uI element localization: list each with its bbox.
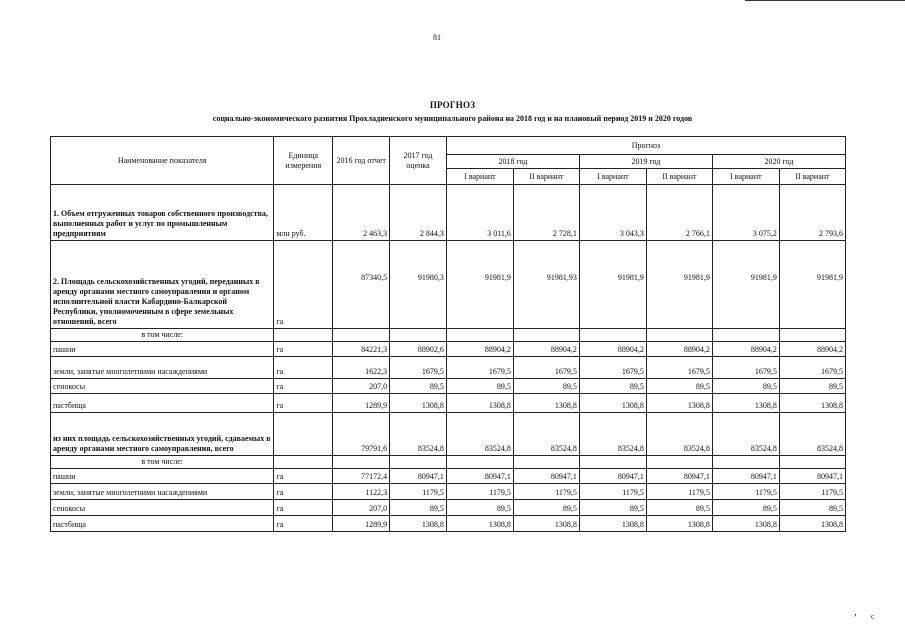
value-cell: 1122,3 (333, 484, 390, 500)
value-cell: 2 728,1 (513, 185, 579, 241)
value-cell: 89,5 (712, 379, 779, 394)
row-label: 2. Площадь сельскохозяйственных угодий, переданных в аренду органами местного самоуправления и органом исполнительной власти Кабардино-Балкарской Республики, уполномоченным в сфере земельных отношений, всего (51, 241, 274, 329)
value-cell: 1679,5 (779, 357, 845, 379)
value-cell: 1289,9 (333, 394, 390, 413)
value-cell: 80947,1 (513, 469, 579, 484)
value-cell (779, 329, 845, 342)
header-unit: Единица измерения (274, 137, 333, 185)
value-cell: 1179,5 (712, 484, 779, 500)
value-cell: 80947,1 (712, 469, 779, 484)
row-unit: га (274, 394, 333, 413)
row-unit: га (274, 357, 333, 379)
value-cell (579, 329, 646, 342)
value-cell: 89,5 (579, 379, 646, 394)
header-2018-v2: II вариант (513, 169, 579, 185)
value-cell: 207,0 (333, 379, 390, 394)
row-label: сенокосы (51, 379, 274, 394)
value-cell: 89,5 (779, 379, 845, 394)
scan-mark: ᶜ (871, 611, 875, 625)
header-2018-v1: I вариант (446, 169, 513, 185)
table-body (51, 185, 846, 532)
document-title: ПРОГНОЗ (429, 100, 476, 110)
header-2018: 2018 год (446, 155, 579, 169)
header-2020: 2020 год (712, 155, 845, 169)
value-cell (333, 329, 390, 342)
value-cell: 1179,5 (779, 484, 845, 500)
value-cell: 91981,93 (513, 241, 579, 329)
value-cell: 1679,5 (712, 357, 779, 379)
header-forecast: Прогноз (446, 137, 845, 155)
value-cell: 1179,5 (390, 484, 447, 500)
table-row (51, 500, 846, 516)
value-cell (333, 456, 390, 469)
row-unit: га (274, 241, 333, 329)
value-cell: 1308,8 (646, 516, 712, 532)
value-cell (779, 456, 845, 469)
value-cell (646, 456, 712, 469)
row-unit: га (274, 500, 333, 516)
row-label: в том числе: (51, 329, 274, 342)
value-cell: 1308,8 (446, 516, 513, 532)
value-cell: 1679,5 (513, 357, 579, 379)
value-cell: 89,5 (779, 500, 845, 516)
value-cell (513, 456, 579, 469)
value-cell: 89,5 (646, 500, 712, 516)
value-cell: 1179,5 (446, 484, 513, 500)
value-cell: 89,5 (390, 379, 447, 394)
value-cell: 1308,8 (712, 394, 779, 413)
value-cell: 80947,1 (579, 469, 646, 484)
row-unit: га (274, 379, 333, 394)
value-cell: 83524,8 (390, 413, 447, 456)
scan-mark: ʼ (853, 613, 857, 624)
value-cell: 2 844,3 (390, 185, 447, 241)
value-cell: 1308,8 (712, 516, 779, 532)
value-cell: 1289,9 (333, 516, 390, 532)
row-label: в том числе: (51, 456, 274, 469)
row-label: пастбища (51, 516, 274, 532)
forecast-table (50, 136, 846, 532)
value-cell: 1308,8 (579, 394, 646, 413)
value-cell: 1308,8 (646, 394, 712, 413)
value-cell: 91981,9 (446, 241, 513, 329)
value-cell: 88904,2 (779, 342, 845, 357)
table-row (51, 456, 846, 469)
value-cell: 2 766,1 (646, 185, 712, 241)
value-cell: 83524,8 (446, 413, 513, 456)
value-cell: 1679,5 (579, 357, 646, 379)
row-label: из них площадь сельскохозяйственных угодий, сдаваемых в аренду органами местного самоуправления, всего (51, 413, 274, 456)
value-cell: 89,5 (513, 379, 579, 394)
value-cell: 80947,1 (646, 469, 712, 484)
value-cell: 83524,8 (646, 413, 712, 456)
value-cell: 3 043,3 (579, 185, 646, 241)
header-2020-v2: II вариант (779, 169, 845, 185)
table-row (51, 394, 846, 413)
value-cell (513, 329, 579, 342)
table-row (51, 379, 846, 394)
value-cell: 80947,1 (779, 469, 845, 484)
header-2017: 2017 год оценка (390, 137, 447, 185)
value-cell: 1308,8 (779, 394, 845, 413)
value-cell: 1308,8 (446, 394, 513, 413)
value-cell: 83524,8 (579, 413, 646, 456)
value-cell: 1179,5 (646, 484, 712, 500)
row-label: пастбища (51, 394, 274, 413)
value-cell: 79791,6 (333, 413, 390, 456)
table-row (51, 329, 846, 342)
header-name: Наименование показателя (51, 137, 274, 185)
row-unit (274, 456, 333, 469)
value-cell: 89,5 (646, 379, 712, 394)
row-label: земли, занятые многолетними насаждениями (51, 357, 274, 379)
value-cell: 91980,3 (390, 241, 447, 329)
row-label: пашни (51, 469, 274, 484)
table-row (51, 342, 846, 357)
value-cell: 91981,9 (712, 241, 779, 329)
value-cell: 1622,3 (333, 357, 390, 379)
table-row (51, 413, 846, 456)
table-row (51, 357, 846, 379)
value-cell: 88904,2 (513, 342, 579, 357)
page-number: 81 (433, 33, 441, 42)
value-cell: 91981,9 (779, 241, 845, 329)
value-cell: 1308,8 (779, 516, 845, 532)
scan-edge-line (745, 0, 905, 1)
row-unit (274, 329, 333, 342)
row-label: пашни (51, 342, 274, 357)
value-cell: 2 463,3 (333, 185, 390, 241)
row-label: земли, занятые многолетними насаждениями (51, 484, 274, 500)
value-cell: 80947,1 (446, 469, 513, 484)
header-2019-v1: I вариант (579, 169, 646, 185)
value-cell: 89,5 (446, 500, 513, 516)
value-cell: 89,5 (712, 500, 779, 516)
value-cell: 88904,2 (712, 342, 779, 357)
row-label: сенокосы (51, 500, 274, 516)
value-cell: 89,5 (446, 379, 513, 394)
table-row (51, 516, 846, 532)
row-unit: га (274, 516, 333, 532)
value-cell: 83524,8 (779, 413, 845, 456)
header-2019: 2019 год (579, 155, 712, 169)
value-cell: 83524,8 (712, 413, 779, 456)
row-label: 1. Объем отгруженных товаров собственного производства, выполненных работ и услуг по промышленным предприятиям (51, 185, 274, 241)
value-cell: 89,5 (579, 500, 646, 516)
value-cell (446, 456, 513, 469)
value-cell: 91981,9 (646, 241, 712, 329)
value-cell: 1308,8 (513, 394, 579, 413)
table-row (51, 185, 846, 241)
row-unit: га (274, 484, 333, 500)
row-unit: га (274, 469, 333, 484)
value-cell: 89,5 (513, 500, 579, 516)
value-cell: 207,0 (333, 500, 390, 516)
value-cell: 88904,2 (646, 342, 712, 357)
value-cell: 1308,8 (513, 516, 579, 532)
value-cell: 1179,5 (513, 484, 579, 500)
value-cell: 87340,5 (333, 241, 390, 329)
value-cell: 88904,2 (579, 342, 646, 357)
document-subtitle: социально-экономического развития Прохладненского муниципального района на 2018 год и на плановый период 2019 и 2020 годов (212, 114, 693, 123)
value-cell: 1679,5 (390, 357, 447, 379)
value-cell: 3 075,2 (712, 185, 779, 241)
value-cell: 1308,8 (390, 516, 447, 532)
value-cell (646, 329, 712, 342)
header-2020-v1: I вариант (712, 169, 779, 185)
value-cell (579, 456, 646, 469)
value-cell: 88902,6 (390, 342, 447, 357)
value-cell (390, 456, 447, 469)
value-cell: 1308,8 (390, 394, 447, 413)
row-unit: га (274, 342, 333, 357)
header-2019-v2: II вариант (646, 169, 712, 185)
value-cell: 88904,2 (446, 342, 513, 357)
value-cell (712, 456, 779, 469)
value-cell: 89,5 (390, 500, 447, 516)
header-2016: 2016 год отчет (333, 137, 390, 185)
value-cell: 84221,3 (333, 342, 390, 357)
value-cell (390, 329, 447, 342)
value-cell (446, 329, 513, 342)
value-cell: 91981,9 (579, 241, 646, 329)
value-cell: 1679,5 (446, 357, 513, 379)
row-unit: млн руб. (274, 185, 333, 241)
value-cell: 77172,4 (333, 469, 390, 484)
value-cell: 1679,5 (646, 357, 712, 379)
table-row (51, 241, 846, 329)
value-cell: 83524,8 (513, 413, 579, 456)
value-cell: 3 011,6 (446, 185, 513, 241)
row-unit (274, 413, 333, 456)
value-cell: 1308,8 (579, 516, 646, 532)
value-cell: 80947,1 (390, 469, 447, 484)
value-cell: 1179,5 (579, 484, 646, 500)
value-cell (712, 329, 779, 342)
table-row (51, 484, 846, 500)
value-cell: 2 793,6 (779, 185, 845, 241)
table-row (51, 469, 846, 484)
